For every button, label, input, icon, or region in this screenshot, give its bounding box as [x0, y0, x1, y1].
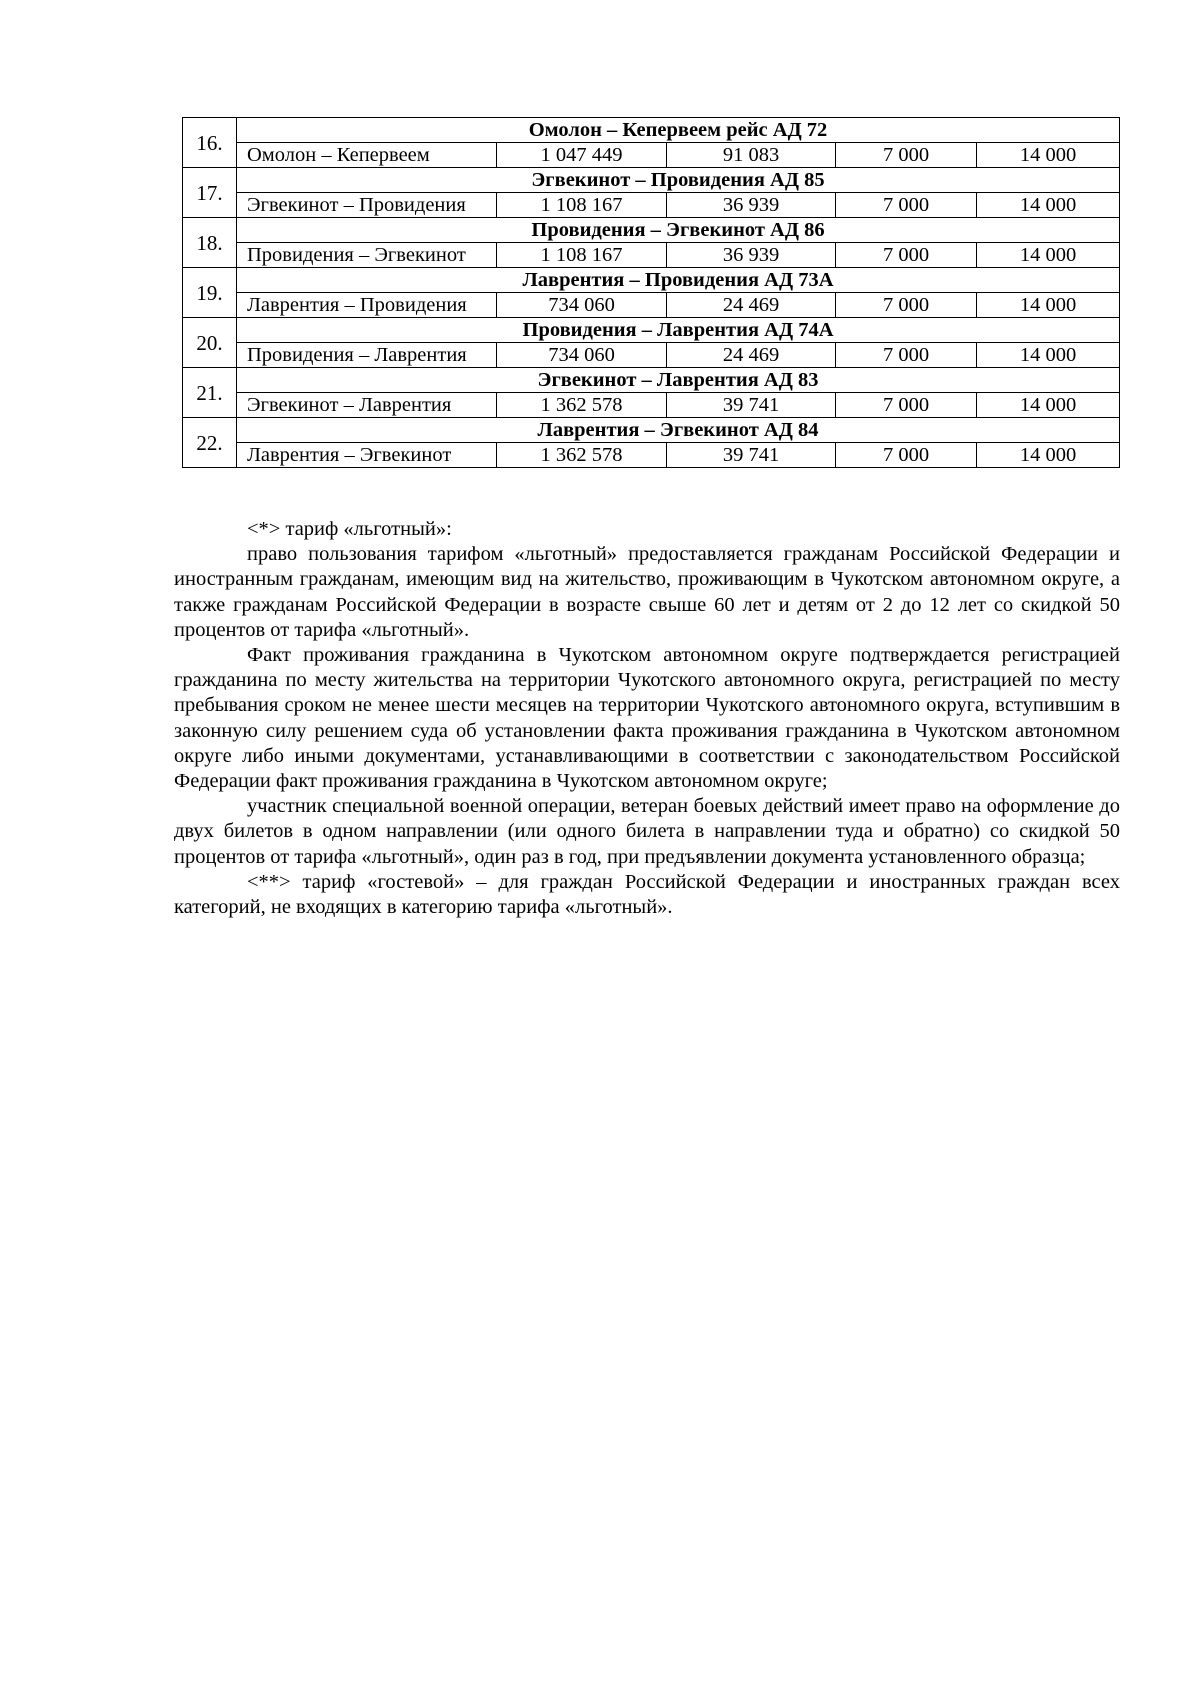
tariff-value-1-cell: 1 047 449	[497, 143, 667, 168]
guest-tariff-cell: 14 000	[977, 143, 1120, 168]
note-guest-tariff: <**> тариф «гостевой» – для граждан Российской Федерации и иностранных граждан всех категорий, не входящих в категорию тарифа «льготный».	[174, 870, 1120, 919]
tariff-value-2-cell: 36 939	[667, 243, 836, 268]
preferential-tariff-cell: 7 000	[836, 143, 977, 168]
notes-section	[174, 517, 1120, 920]
tariff-value-2-cell: 36 939	[667, 193, 836, 218]
tariff-value-2-cell: 24 469	[667, 343, 836, 368]
tariff-value-1-cell: 734 060	[497, 343, 667, 368]
tariff-value-1-cell: 1 362 578	[497, 443, 667, 468]
route-header-row	[183, 168, 1120, 193]
guest-tariff-cell: 14 000	[977, 393, 1120, 418]
guest-tariff-cell: 14 000	[977, 243, 1120, 268]
note-preferential-tariff-eligibility: право пользования тарифом «льготный» предоставляется гражданам Российской Федерации и иностранным гражданам, имеющим вид на жительство, проживающим в Чукотском автономном округе, а также гражданам Российской Федерации в возрасте свыше 60 лет и детям от 2 до 12 лет со скидкой 50 процентов от тарифа «льготный».	[174, 543, 1120, 641]
route-name-cell: Провидения – Эгвекинот	[237, 243, 497, 268]
route-tariff-row	[183, 343, 1120, 368]
guest-tariff-cell: 14 000	[977, 443, 1120, 468]
row-number: 19.	[183, 268, 237, 318]
tariff-value-2-cell: 39 741	[667, 443, 836, 468]
note-residence-confirmation: Факт проживания гражданина в Чукотском автономном округе подтверждается регистрацией гражданина по месту жительства на территории Чукотского автономного округа, регистрацией по месту пребывания сроком не менее шести месяцев на территории Чукотского автономного округа, вступившим в законную силу решением суда об установлении факта проживания гражданина в Чукотском автономном округе либо иными документами, устанавливающими в соответствии с законодательством Российской Федерации факт проживания гражданина в Чукотском автономном округе;	[174, 644, 1120, 793]
preferential-tariff-cell: 7 000	[836, 393, 977, 418]
preferential-tariff-cell: 7 000	[836, 343, 977, 368]
row-number: 18.	[183, 218, 237, 268]
route-name-cell: Лаврентия – Эгвекинот	[237, 443, 497, 468]
tariff-table	[182, 117, 1120, 468]
tariff-value-1-cell: 1 108 167	[497, 243, 667, 268]
flight-title: Лаврентия – Эгвекинот АД 84	[237, 418, 1120, 443]
route-tariff-row	[183, 243, 1120, 268]
route-tariff-row	[183, 193, 1120, 218]
preferential-tariff-cell: 7 000	[836, 443, 977, 468]
route-tariff-row	[183, 443, 1120, 468]
route-header-row	[183, 268, 1120, 293]
route-tariff-row	[183, 293, 1120, 318]
tariff-value-2-cell: 91 083	[667, 143, 836, 168]
route-header-row	[183, 118, 1120, 143]
preferential-tariff-cell: 7 000	[836, 193, 977, 218]
flight-title: Эгвекинот – Провидения АД 85	[237, 168, 1120, 193]
route-name-cell: Омолон – Кепервеем	[237, 143, 497, 168]
route-tariff-row	[183, 143, 1120, 168]
preferential-tariff-cell: 7 000	[836, 243, 977, 268]
flight-title: Лаврентия – Провидения АД 73А	[237, 268, 1120, 293]
route-header-row	[183, 318, 1120, 343]
route-header-row	[183, 218, 1120, 243]
flight-title: Эгвекинот – Лаврентия АД 83	[237, 368, 1120, 393]
route-name-cell: Эгвекинот – Провидения	[237, 193, 497, 218]
flight-title: Провидения – Лаврентия АД 74А	[237, 318, 1120, 343]
tariff-value-1-cell: 734 060	[497, 293, 667, 318]
tariff-value-2-cell: 39 741	[667, 393, 836, 418]
route-name-cell: Эгвекинот – Лаврентия	[237, 393, 497, 418]
note-preferential-tariff-title: <*> тариф «льготный»:	[247, 518, 452, 540]
route-tariff-row	[183, 393, 1120, 418]
flight-title: Провидения – Эгвекинот АД 86	[237, 218, 1120, 243]
guest-tariff-cell: 14 000	[977, 293, 1120, 318]
row-number: 17.	[183, 168, 237, 218]
row-number: 16.	[183, 118, 237, 168]
guest-tariff-cell: 14 000	[977, 193, 1120, 218]
tariff-value-1-cell: 1 362 578	[497, 393, 667, 418]
tariff-table-body	[183, 118, 1120, 468]
route-header-row	[183, 368, 1120, 393]
preferential-tariff-cell: 7 000	[836, 293, 977, 318]
note-svo-participant: участник специальной военной операции, ветеран боевых действий имеет право на оформление до двух билетов в одном направлении (или одного билета в направлении туда и обратно) со скидкой 50 процентов от тарифа «льготный», один раз в год, при предъявлении документа установленного образца;	[174, 795, 1120, 868]
row-number: 20.	[183, 318, 237, 368]
route-name-cell: Провидения – Лаврентия	[237, 343, 497, 368]
route-name-cell: Лаврентия – Провидения	[237, 293, 497, 318]
row-number: 21.	[183, 368, 237, 418]
route-header-row	[183, 418, 1120, 443]
flight-title: Омолон – Кепервеем рейс АД 72	[237, 118, 1120, 143]
tariff-value-1-cell: 1 108 167	[497, 193, 667, 218]
tariff-value-2-cell: 24 469	[667, 293, 836, 318]
row-number: 22.	[183, 418, 237, 468]
guest-tariff-cell: 14 000	[977, 343, 1120, 368]
